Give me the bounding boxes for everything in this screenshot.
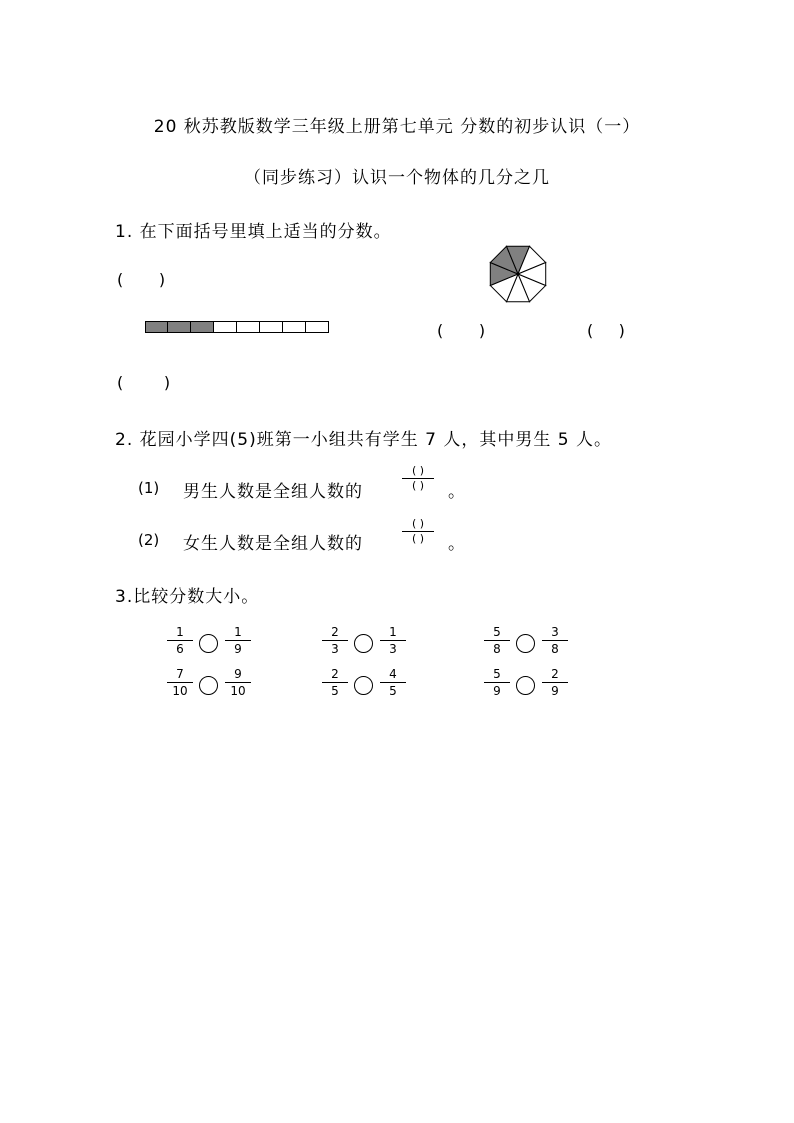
numerator: 5: [493, 625, 501, 639]
bar-segment-shaded: [191, 321, 214, 333]
fraction-left: [322, 625, 348, 656]
fraction-line: [542, 682, 568, 683]
numerator: 9: [234, 667, 242, 681]
compare-circle[interactable]: [354, 634, 373, 653]
fraction-right: [380, 667, 406, 698]
denominator: 3: [389, 642, 397, 656]
sub-question-1-text: 男生人数是全组人数的: [183, 482, 363, 502]
denominator: 8: [551, 642, 559, 656]
fraction-left: [167, 667, 193, 698]
answer-denominator[interactable]: ( ): [411, 479, 425, 492]
sub-question-1-number: (1): [138, 479, 160, 497]
denominator: 9: [551, 684, 559, 698]
bar-segment-shaded: [168, 321, 191, 333]
fraction-line: [542, 640, 568, 641]
question-1: 1. 在下面括号里填上适当的分数。: [115, 222, 392, 242]
denominator: 5: [389, 684, 397, 698]
answer-numerator[interactable]: ( ): [411, 464, 425, 477]
numerator: 2: [551, 667, 559, 681]
fraction-line: [225, 640, 251, 641]
numerator: 1: [234, 625, 242, 639]
compare-circle[interactable]: [199, 634, 218, 653]
compare-circle[interactable]: [354, 676, 373, 695]
denominator: 9: [493, 684, 501, 698]
bar-segment: [214, 321, 237, 333]
answer-denominator[interactable]: ( ): [411, 532, 425, 545]
numerator: 5: [493, 667, 501, 681]
sub-question-2-number: (2): [138, 531, 160, 549]
octagon-figure: [487, 243, 549, 305]
numerator: 2: [331, 625, 339, 639]
denominator: 6: [176, 642, 184, 656]
answer-blank-octagon-shaded[interactable]: ( ): [437, 321, 486, 340]
answer-blank-bar[interactable]: ( ): [117, 373, 171, 392]
denominator: 3: [331, 642, 339, 656]
fraction-right: [225, 667, 251, 698]
fraction-line: [322, 640, 348, 641]
fraction-left: [484, 667, 510, 698]
compare-circle[interactable]: [516, 676, 535, 695]
bar-segment: [260, 321, 283, 333]
fraction-left: [484, 625, 510, 656]
numerator: 3: [551, 625, 559, 639]
denominator: 5: [331, 684, 339, 698]
numerator: 7: [176, 667, 184, 681]
bar-segment: [283, 321, 306, 333]
bar-segment: [237, 321, 260, 333]
sub-question-2-text: 女生人数是全组人数的: [183, 534, 363, 554]
fraction-line: [484, 640, 510, 641]
page-title: 20 秋苏教版数学三年级上册第七单元 分数的初步认识（一）: [153, 117, 641, 137]
fraction-line: [225, 682, 251, 683]
compare-circle[interactable]: [516, 634, 535, 653]
fraction-left: [322, 667, 348, 698]
answer-blank-circle[interactable]: ( ): [117, 270, 166, 289]
answer-fraction-2[interactable]: [402, 518, 434, 545]
sub-question-1-period: 。: [448, 482, 466, 502]
fraction-line: [380, 640, 406, 641]
fraction-line: [484, 682, 510, 683]
compare-circle[interactable]: [199, 676, 218, 695]
question-3: 3.比较分数大小。: [115, 587, 260, 607]
fraction-line: [380, 682, 406, 683]
denominator: 8: [493, 642, 501, 656]
denominator: 10: [230, 684, 246, 698]
fraction-line: [167, 640, 193, 641]
fraction-line: [167, 682, 193, 683]
fraction-right: [225, 625, 251, 656]
bar-segment: [306, 321, 329, 333]
answer-blank-octagon-unshaded[interactable]: ( ): [587, 321, 625, 340]
numerator: 1: [176, 625, 184, 639]
denominator: 10: [172, 684, 188, 698]
sub-question-2-period: 。: [448, 534, 466, 554]
fraction-right: [542, 625, 568, 656]
numerator: 2: [331, 667, 339, 681]
numerator: 1: [389, 625, 397, 639]
denominator: 9: [234, 642, 242, 656]
fraction-right: [380, 625, 406, 656]
question-2: 2. 花园小学四(5)班第一小组共有学生 7 人，其中男生 5 人。: [115, 430, 612, 450]
numerator: 4: [389, 667, 397, 681]
bar-segment-shaded: [145, 321, 168, 333]
answer-numerator[interactable]: ( ): [411, 517, 425, 530]
page-subtitle: （同步练习）认识一个物体的几分之几: [244, 168, 550, 188]
fraction-right: [542, 667, 568, 698]
fraction-left: [167, 625, 193, 656]
answer-fraction-1[interactable]: [402, 465, 434, 492]
fraction-line: [322, 682, 348, 683]
